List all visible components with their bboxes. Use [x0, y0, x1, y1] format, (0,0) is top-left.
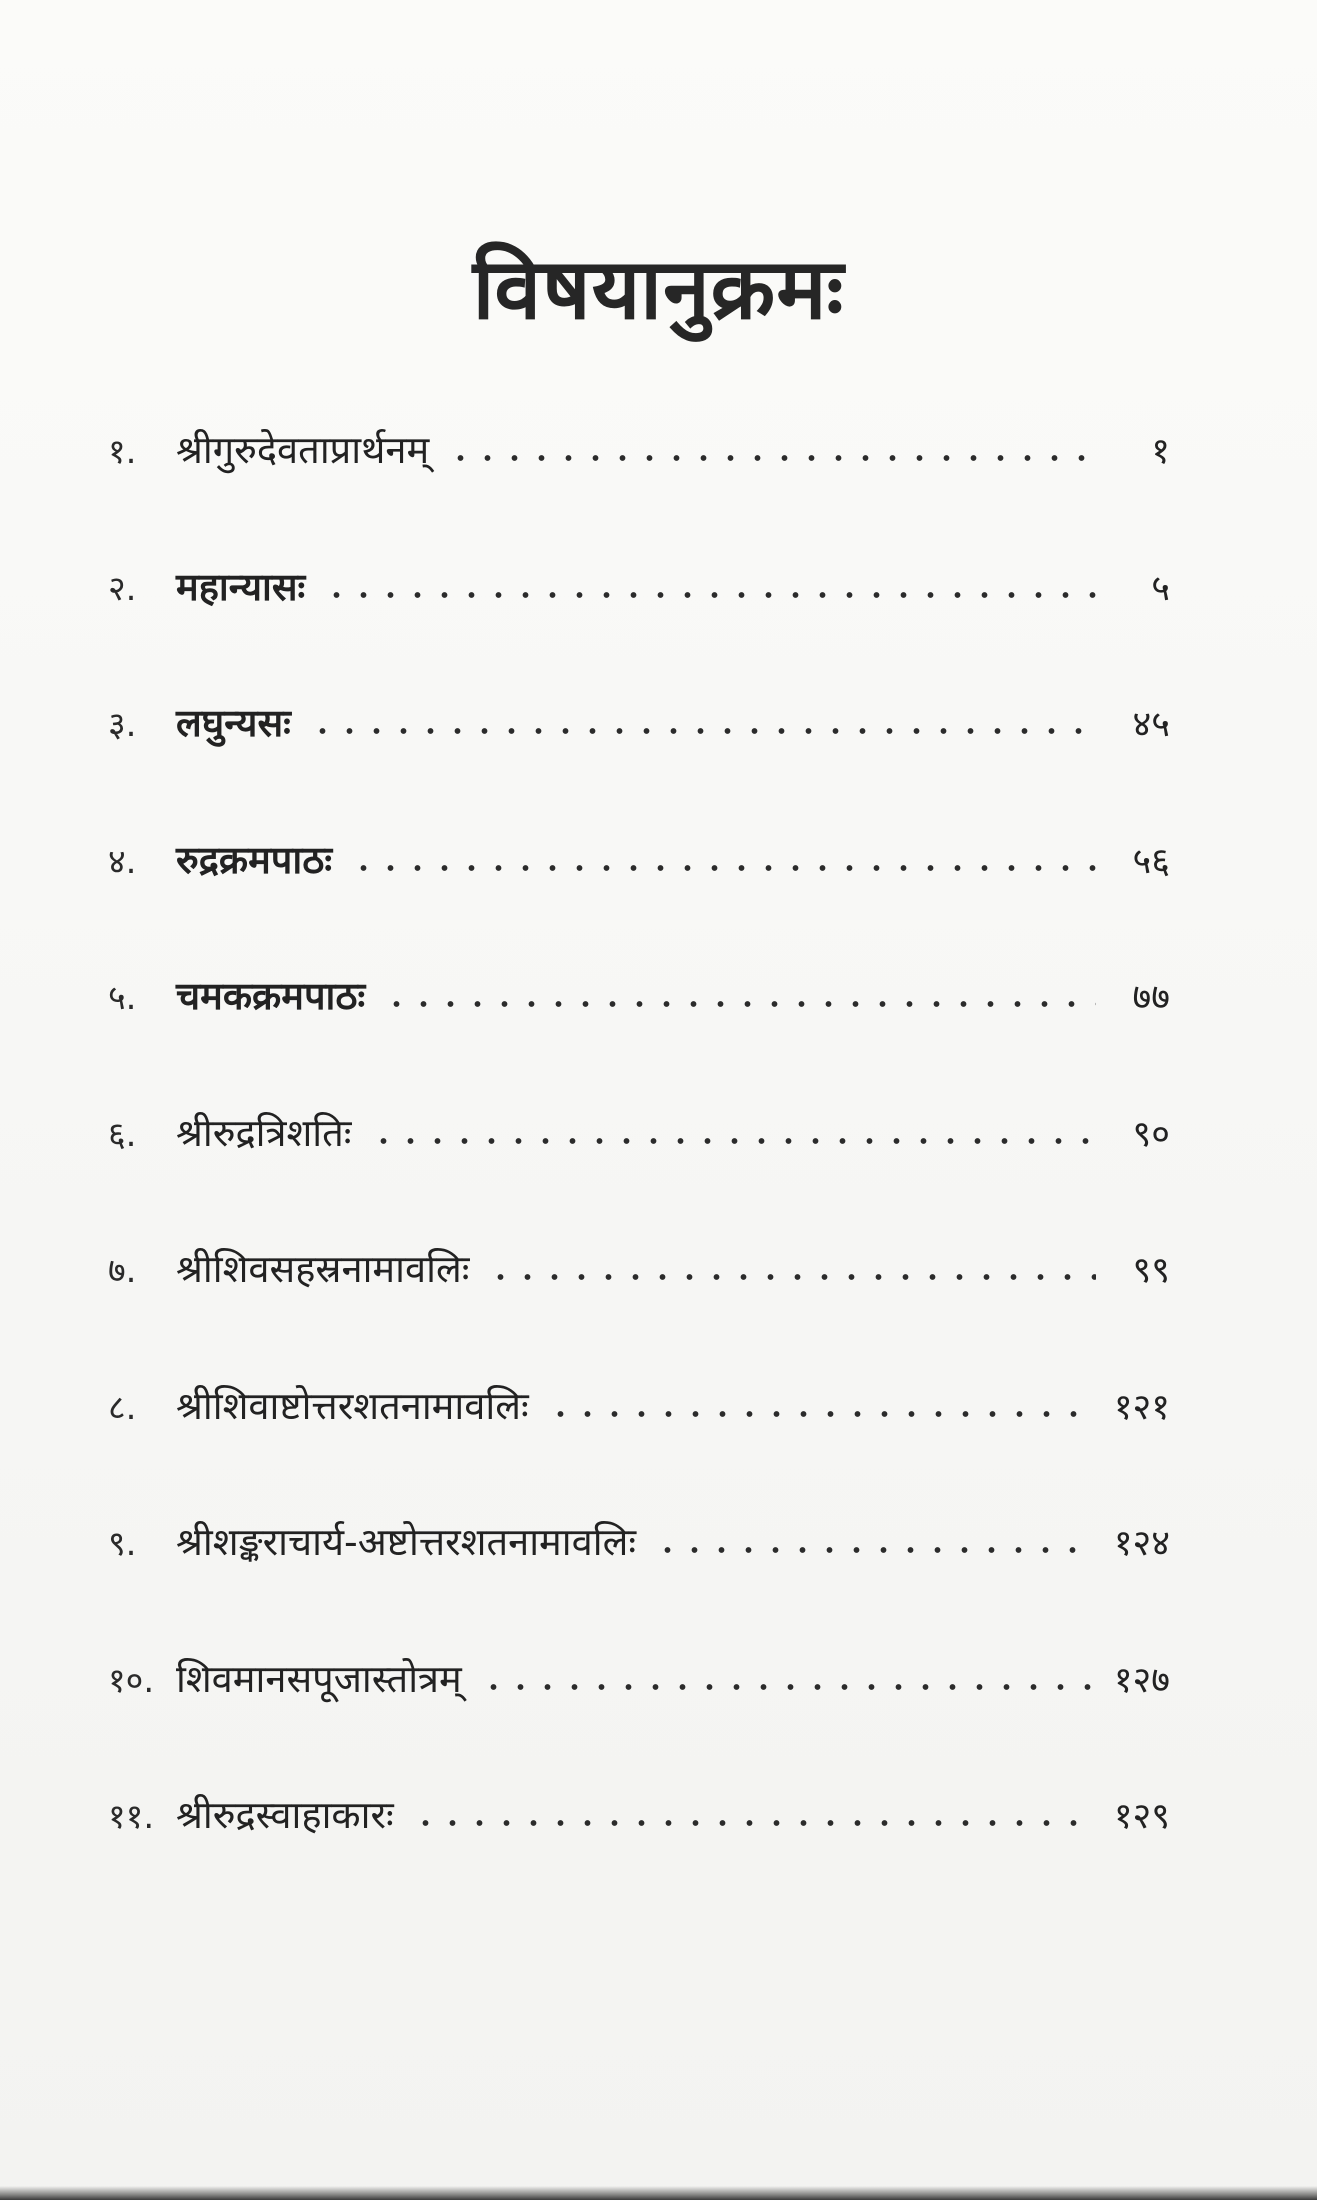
toc-entry-number: २. [108, 568, 137, 609]
page-title: विषयानुक्रमः [472, 240, 845, 339]
toc-entry-page-number: १ [1151, 431, 1170, 472]
dot-leader [487, 1271, 1096, 1283]
toc-entry-number: १. [108, 432, 137, 472]
dot-leader [370, 1135, 1097, 1147]
toc-entry-number: ६. [108, 1114, 137, 1155]
toc-entry [108, 825, 1170, 962]
toc-entry-title: श्रीशिवसहस्रनामावलिः [176, 1247, 470, 1291]
toc-entry-title: श्रीशिवाष्टोत्तरशतनामावलिः [176, 1383, 529, 1428]
toc-entry-number: ११. [108, 1797, 155, 1837]
toc-entry-number: १०. [108, 1660, 155, 1701]
toc-entry-title: श्रीगुरुदेवताप्रार्थनम् [176, 428, 430, 472]
toc-entry [108, 1507, 1170, 1644]
toc-entry-page-number: ९० [1132, 1113, 1170, 1155]
toc-entry-title: शिवमानसपूजास्तोत्रम् [176, 1656, 462, 1701]
toc-entry-line [108, 688, 1170, 758]
dot-leader [480, 1681, 1096, 1693]
toc-entry [108, 1780, 1170, 1917]
toc-entry-line [108, 552, 1170, 622]
toc-entry-number: ८. [108, 1387, 137, 1428]
toc-entry-line [108, 1234, 1170, 1304]
toc-entry [108, 415, 1170, 552]
toc-entry-line [108, 1780, 1170, 1850]
toc-entry-line [108, 415, 1170, 485]
toc-entry-title: महान्यासः [176, 564, 306, 609]
toc-entry-page-number: ९९ [1132, 1250, 1170, 1291]
toc-entry-number: ७. [108, 1251, 137, 1291]
dot-leader [654, 1544, 1096, 1556]
toc-entry-page-number: १२१ [1113, 1386, 1170, 1428]
toc-entry-page-number: ५ [1151, 567, 1170, 609]
toc-entry-line [108, 825, 1170, 895]
dot-leader [412, 1817, 1096, 1829]
table-of-contents [108, 415, 1170, 1917]
toc-entry-line [108, 1371, 1170, 1441]
toc-entry [108, 1371, 1170, 1508]
dot-leader [447, 452, 1096, 464]
toc-entry-line [108, 961, 1170, 1031]
toc-entry-number: ५. [108, 978, 137, 1018]
toc-entry-page-number: १२७ [1113, 1659, 1170, 1701]
toc-entry-title: श्रीरुद्रत्रिशतिः [176, 1110, 352, 1155]
toc-entry-line [108, 1098, 1170, 1168]
toc-entry-page-number: १२९ [1113, 1796, 1170, 1837]
toc-entry-title: श्रीशङ्कराचार्य-अष्टोत्तरशतनामावलिः [176, 1520, 637, 1564]
toc-entry-line [108, 1644, 1170, 1714]
toc-entry-page-number: ५६ [1132, 840, 1170, 882]
toc-entry [108, 1098, 1170, 1235]
dot-leader [547, 1408, 1096, 1420]
toc-entry-title: रुद्रक्रमपाठः [176, 837, 332, 882]
dot-leader [383, 998, 1096, 1010]
page-bottom-shadow [0, 2186, 1317, 2200]
toc-entry-title: लघुन्यसः [176, 701, 291, 745]
toc-entry-title: चमकक्रमपाठः [176, 974, 366, 1018]
dot-leader [350, 862, 1096, 874]
toc-entry-title: श्रीरुद्रस्वाहाकारः [176, 1793, 394, 1837]
toc-entry-line [108, 1507, 1170, 1577]
toc-entry-number: ९. [108, 1524, 137, 1564]
toc-entry [108, 688, 1170, 825]
toc-entry-page-number: १२४ [1113, 1523, 1170, 1564]
dot-leader [323, 589, 1096, 601]
toc-entry [108, 961, 1170, 1098]
toc-entry-page-number: ४५ [1132, 704, 1170, 745]
toc-entry-number: ३. [108, 705, 137, 745]
toc-entry-number: ४. [108, 841, 137, 882]
toc-entry [108, 1644, 1170, 1781]
dot-leader [309, 725, 1096, 737]
toc-entry [108, 1234, 1170, 1371]
toc-entry [108, 552, 1170, 689]
toc-entry-page-number: ७७ [1132, 977, 1170, 1018]
